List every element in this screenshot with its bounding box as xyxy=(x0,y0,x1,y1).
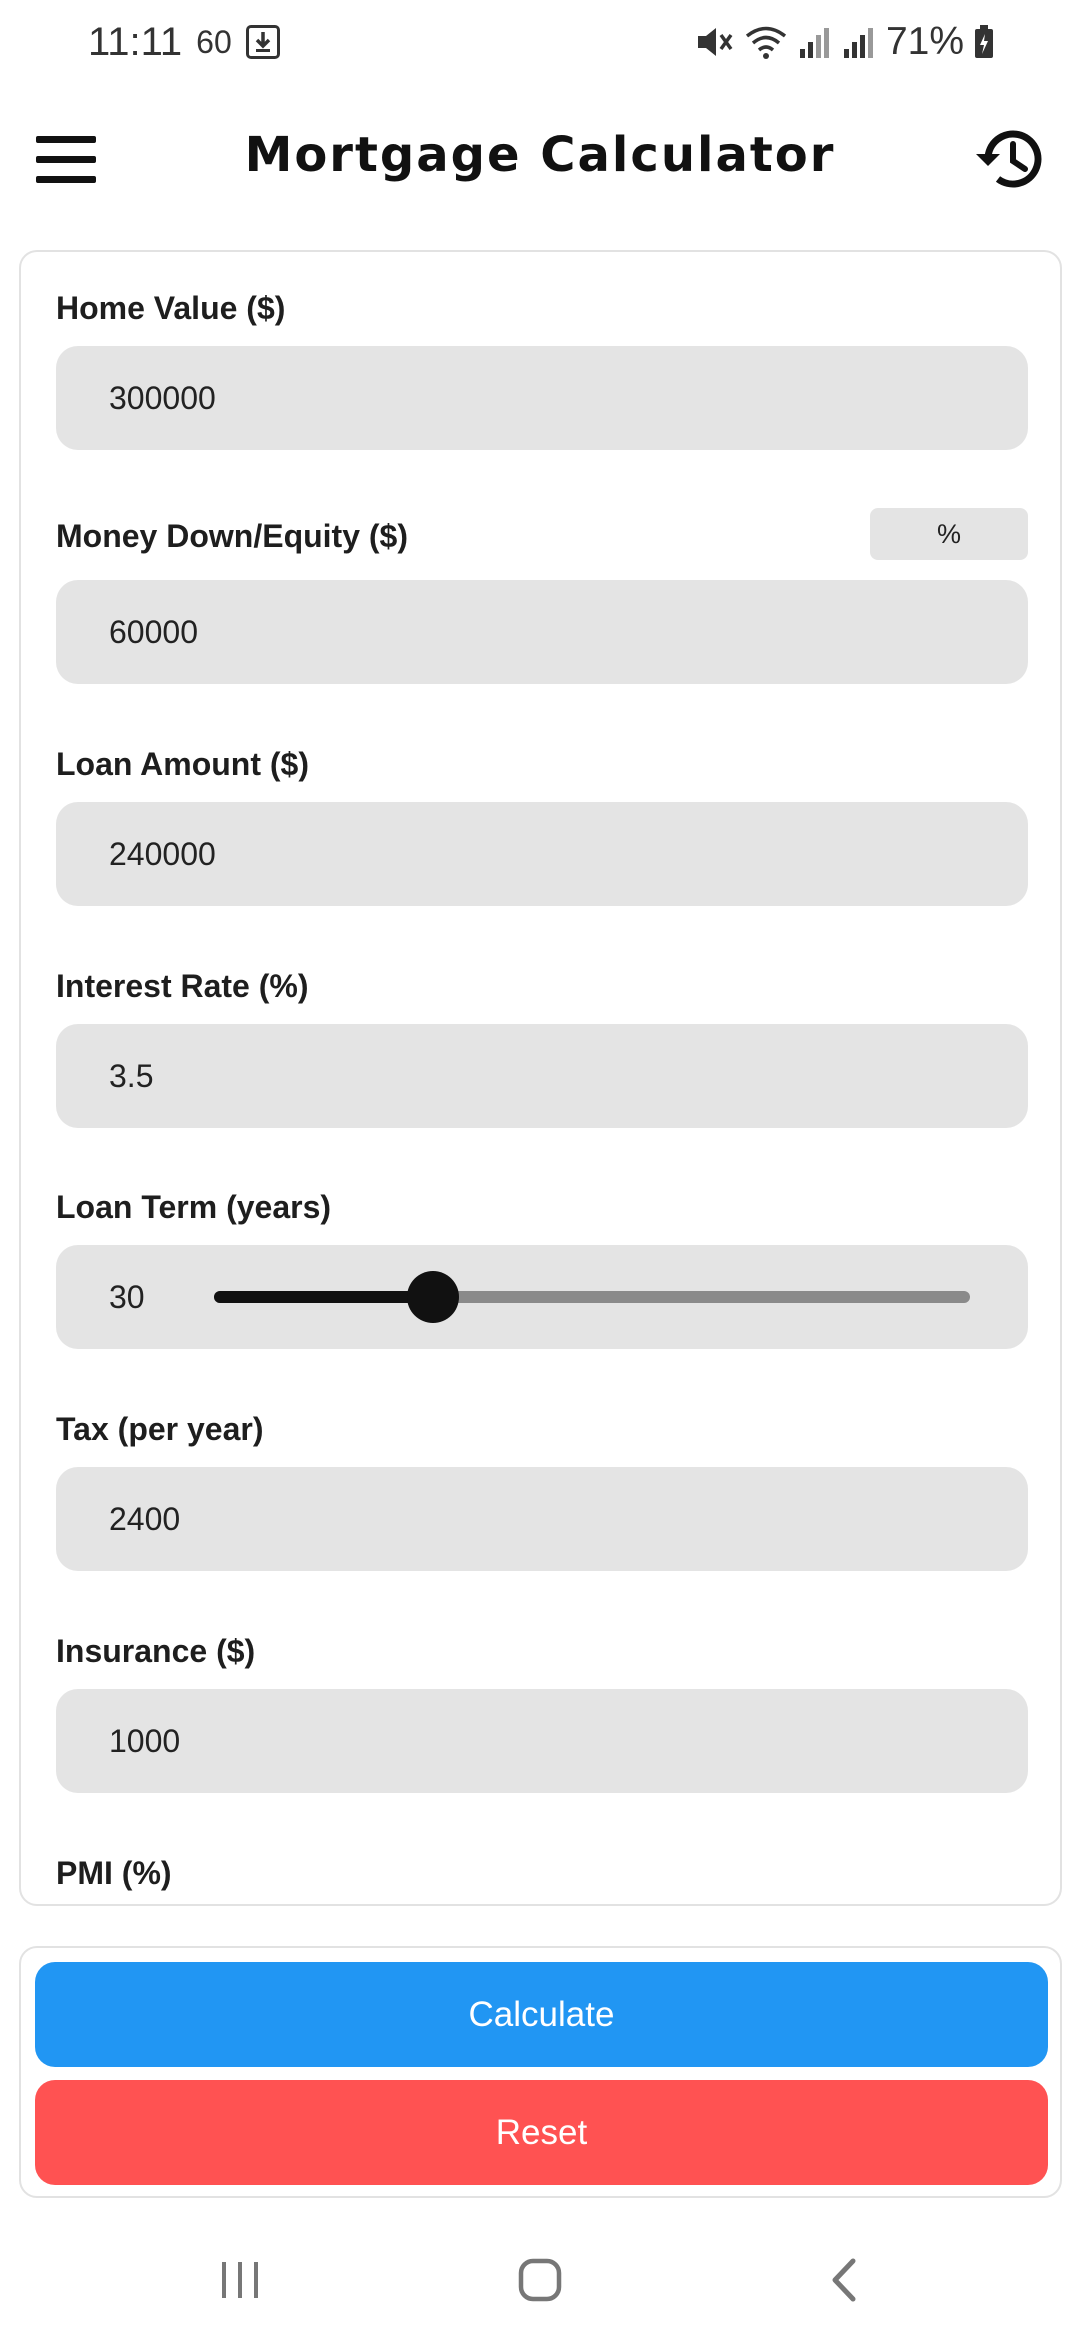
app-bar xyxy=(0,84,1080,234)
status-time: 11:11 xyxy=(88,19,183,64)
interest-rate-label: Interest Rate (%) xyxy=(56,968,309,1004)
signal-icon xyxy=(798,25,832,59)
money-down-input[interactable]: 60000 xyxy=(56,580,1028,684)
home-value-label: Home Value ($) xyxy=(56,290,286,326)
loan-term-slider-row xyxy=(56,1245,1028,1349)
recent-apps-icon[interactable] xyxy=(210,2250,270,2310)
status-left xyxy=(88,16,280,68)
signal-icon-2 xyxy=(842,25,876,59)
download-icon xyxy=(246,25,280,59)
money-down-percent-toggle[interactable]: % xyxy=(870,508,1028,560)
system-nav-bar xyxy=(0,2220,1080,2340)
mortgage-form[interactable] xyxy=(19,250,1062,1906)
battery-percent: 71% xyxy=(885,20,964,63)
status-right xyxy=(694,16,994,68)
home-icon[interactable] xyxy=(510,2250,570,2310)
loan-amount-input[interactable]: 240000 xyxy=(56,802,1028,906)
mute-icon xyxy=(694,24,734,60)
loan-term-value: 30 xyxy=(109,1278,145,1315)
status-bar xyxy=(0,0,1080,84)
pmi-label: PMI (%) xyxy=(56,1855,172,1891)
action-card xyxy=(19,1946,1062,2198)
back-icon[interactable] xyxy=(815,2250,875,2310)
loan-term-slider-track[interactable] xyxy=(214,1291,970,1303)
tax-input[interactable]: 2400 xyxy=(56,1467,1028,1571)
battery-icon xyxy=(974,25,994,59)
tax-label: Tax (per year) xyxy=(56,1411,264,1447)
money-down-label: Money Down/Equity ($) xyxy=(56,518,408,554)
wifi-icon xyxy=(744,24,788,60)
insurance-input[interactable]: 1000 xyxy=(56,1689,1028,1793)
insurance-label: Insurance ($) xyxy=(56,1633,256,1669)
calculate-button[interactable]: Calculate xyxy=(35,1962,1048,2067)
history-icon[interactable] xyxy=(972,120,1050,198)
loan-amount-label: Loan Amount ($) xyxy=(56,746,309,782)
interest-rate-input[interactable]: 3.5 xyxy=(56,1024,1028,1128)
loan-term-label: Loan Term (years) xyxy=(56,1189,332,1225)
reset-button[interactable]: Reset xyxy=(35,2080,1048,2185)
page-title: Mortgage Calculator xyxy=(244,127,836,183)
loan-term-slider-thumb[interactable] xyxy=(407,1271,459,1323)
home-value-input[interactable]: 300000 xyxy=(56,346,1028,450)
fps-indicator: 60 xyxy=(196,23,232,60)
loan-term-slider-fill xyxy=(214,1291,433,1303)
